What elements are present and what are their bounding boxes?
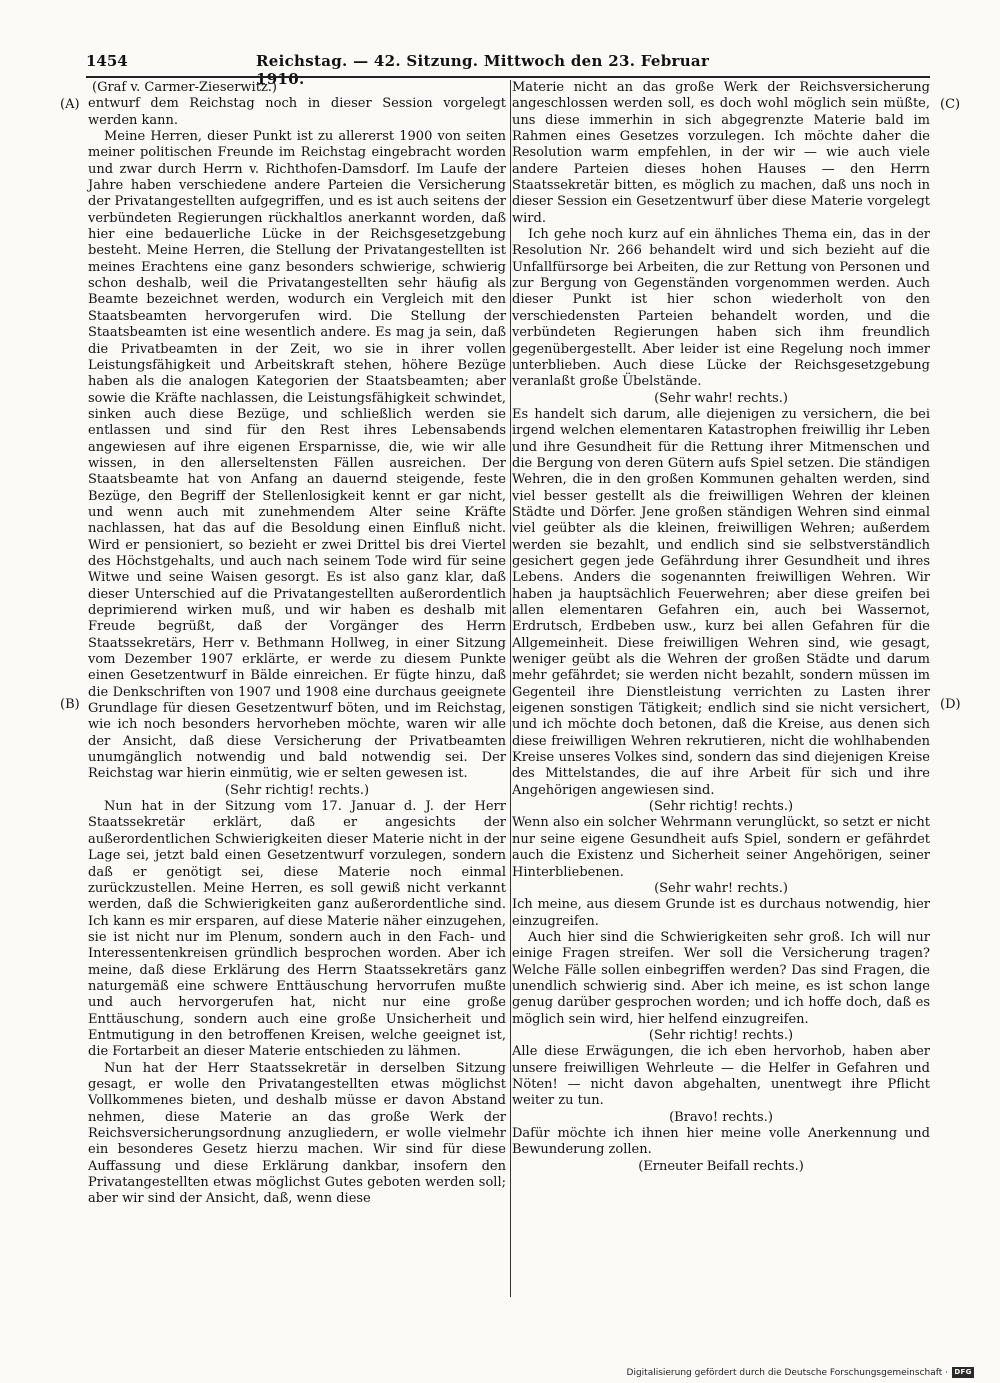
reaction-note: (Sehr richtig! rechts.) <box>648 1027 794 1043</box>
speaker-label: (Graf v. Carmer-Zieserwitz.) <box>92 80 277 95</box>
left-column <box>88 80 506 1208</box>
page-number: 1454 <box>86 52 128 70</box>
paragraph: Alle diese Erwägungen, die ich eben hervorhob, haben aber unsere freiwilligen Wehrleute — die Helfer in Gefahren und Nöten! — nicht davon abgehalten, unentwegt ihre Pflicht weiter zu tun. <box>512 1044 930 1109</box>
reaction-note: (Bravo! rechts.) <box>669 1109 773 1125</box>
column-divider <box>510 80 511 1297</box>
paragraph: Meine Herren, dieser Punkt ist zu allererst 1900 von seiten meiner politischen Freunde im Reichstag eingebracht worden und zwar durch Herrn v. Richthofen-Damsdorf. Im Laufe der Jahre haben verschiedene andere Parteien die Versicherung der Privatangestellten aufgegriffen, und es ist auch seitens der verbündeten Regierungen rückhaltlos anerkannt worden, daß hier eine bedauerliche Lücke in der Reichsgesetzgebung besteht. Meine Herren, die Stellung der Privatangestellten ist meines Erachtens eine ganz besonders schwierige, schwierig schon deshalb, weil die Privatangestellten sehr häufig als Beamte bezeichnet werden, wodurch ein Vergleich mit den Staatsbeamten hervorgerufen wird. Die Stellung der Staatsbeamten ist eine wesentlich andere. Es mag ja sein, daß die Privatbeamten in der Zeit, wo sie in ihrer vollen Leistungsfähigkeit und Arbeitskraft stehen, höhere Bezüge haben als die analogen Kategorien der Staatsbeamten; aber sowie die Kräfte nachlassen, die Leistungsfähigkeit schwindet, sinken auch diese Bezüge, und schließlich werden sie entlassen und sind für den Rest ihres Lebensabends angewiesen auf ihre eigenen Ersparnisse, die, wie wir alle wissen, in den allerseltensten Fällen ausreichen. Der Staatsbeamte hat von Anfang an dauernd steigende, feste Bezüge, den Begriff der Stellenlosigkeit kennt er gar nicht, und wenn auch mit zunehmendem Alter seine Kräfte nachlassen, hat das auf die Besoldung einen Einfluß nicht. Wird er pensioniert, so bezieht er zwei Drittel bis drei Viertel des Höchstgehalts, und auch nach seinem Tode wird für seine Witwe und seine Waisen gesorgt. Es ist also ganz klar, daß dieser Unterschied auf die Privatangestellten außerordentlich deprimierend wirken muß, und wir haben es deshalb mit Freude begrüßt, daß der Vorgänger des Herrn Staatssekretärs, Herr v. Bethmann Hollweg, in einer Sitzung vom Dezember 1907 erklärte, er werde zu diesem Punkte einen Gesetzentwurf in Bälde einreichen. Er fügte hinzu, daß die Denkschriften von 1907 und 1908 eine durchaus geeignete Grundlage für diesen Gesetzentwurf böten, und im Reichstag, wie ich noch besonders hervorheben möchte, waren wir alle der Ansicht, daß diese Versicherung der Privatbeamten unumgänglich notwendig und bald notwendig sei. Der Reichstag war hierin einmütig, wie er selten gewesen ist. <box>88 129 506 782</box>
paragraph: Wenn also ein solcher Wehrmann verunglückt, so setzt er nicht nur seine eigene Gesundheit aufs Spiel, sondern er gefährdet auch die Existenz und Sicherheit seiner Angehörigen, seiner Hinterbliebenen. <box>512 815 930 880</box>
footer-credit-text: Digitalisierung gefördert durch die Deutsche Forschungsgemeinschaft · <box>626 1367 948 1378</box>
reaction-note: (Sehr richtig! rechts.) <box>648 799 794 815</box>
reaction-note: (Sehr richtig! rechts.) <box>224 782 370 798</box>
paragraph: Auch hier sind die Schwierigkeiten sehr groß. Ich will nur einige Fragen streifen. Wer soll die Versicherung tragen? Welche Fälle sollen einbegriffen werden? Das sind Fragen, die unendlich schwierig sind. Aber ich meine, es ist schon lange genug darüber gesprochen worden; und ich hoffe doch, daß es möglich sein wird, hier helfend einzugreifen. <box>512 929 930 1027</box>
paragraph: Ich gehe noch kurz auf ein ähnliches Thema ein, das in der Resolution Nr. 266 behandelt wird und sich bezieht auf die Unfallfürsorge bei Arbeiten, die zur Rettung von Personen und zur Bergung von Gegenständen vorgenommen werden. Auch dieser Punkt ist hier schon wiederholt von den verschiedensten Parteien behandelt worden, und die verbündeten Regierungen haben sich ihm freundlich gegenübergestellt. Aber leider ist eine Regelung noch immer unterblieben. Auch diese Lücke der Reichsgesetzgebung veranlaßt große Übelstände. <box>512 227 930 390</box>
running-title: Reichstag. — 42. Sitzung. Mittwoch den 23. Februar 1910. <box>256 52 710 88</box>
right-column <box>512 80 930 1175</box>
margin-marker-c: (C) <box>940 97 961 112</box>
margin-marker-a: (A) <box>60 97 80 112</box>
paragraph: Ich meine, aus diesem Grunde ist es durchaus notwendig, hier einzugreifen. <box>512 897 930 929</box>
paragraph: Dafür möchte ich ihnen hier meine volle Anerkennung und Bewunderung zollen. <box>512 1126 930 1158</box>
dfg-logo: DFG <box>952 1367 974 1378</box>
reaction-note: (Sehr wahr! rechts.) <box>654 880 788 896</box>
paragraph: entwurf dem Reichstag noch in dieser Session vorgelegt werden kann. <box>88 96 506 128</box>
paragraph: Materie nicht an das große Werk der Reichsversicherung angeschlossen werden soll, es doch wohl möglich sein müßte, uns diese immerhin in sich abgegrenzte Materie bald im Rahmen eines Gesetzes vorzulegen. Ich möchte daher die Resolution warm empfehlen, in der wir — wie auch viele andere Parteien dieses hohen Hauses — den Herrn Staatssekretär bitten, es möglich zu machen, daß uns noch in dieser Session ein Gesetzentwurf über diese Materie vorgelegt wird. <box>512 80 930 226</box>
paragraph: Nun hat der Herr Staatssekretär in derselben Sitzung gesagt, er wolle den Privatangestellten etwas möglichst Vollkommenes bieten, und deshalb müsse er davon Abstand nehmen, diese Materie an das große Werk der Reichsversicherungsordnung anzugliedern, er wolle vielmehr ein besonderes Gesetz hierzu machen. Wir sind für diese Auffassung und diese Erklärung dankbar, insofern den Privatangestellten etwas möglichst Gutes geboten werden soll; aber wir sind der Ansicht, daß, wenn diese <box>88 1060 506 1207</box>
reaction-note: (Erneuter Beifall rechts.) <box>638 1158 804 1174</box>
margin-marker-b: (B) <box>60 697 80 712</box>
header-rule <box>86 76 930 78</box>
paragraph: Es handelt sich darum, alle diejenigen zu versichern, die bei irgend welchen elementaren Katastrophen freiwillig ihr Leben und ihre Gesundheit für die Rettung ihrer Mitmenschen und die Bergung von deren Gütern aufs Spiel setzen. Die ständigen Wehren, die in den großen Kommunen gehalten werden, sind viel besser gestellt als die freiwilligen Wehren der kleinen Städte und Dörfer. Jene großen ständigen Wehren sind einmal viel geübter als die kleinen, freiwilligen Wehren; außerdem werden sie bezahlt, und endlich sind sie selbstverständlich gesichert gegen jede Gefährdung ihrer Gesundheit und ihres Lebens. Anders die sogenannten freiwilligen Wehren. Wir haben ja hauptsächlich Feuerwehren; aber diese greifen bei allen elementaren Gefahren ein, auch bei Wassernot, Erdrutsch, Erdbeben usw., kurz bei allen Gefahren für die Allgemeinheit. Diese freiwilligen Wehren sind, wie gesagt, weniger geübt als die Wehren der großen Städte und darum mehr gefährdet; sie werden nicht bezahlt, sondern müssen im Gegenteil ihre Dienstleistung verrichten zu Lasten ihrer eigenen sonstigen Tätigkeit; endlich sind sie nicht versichert, und ich möchte doch betonen, daß die Kreise, aus denen sich diese freiwilligen Wehren rekrutieren, nicht die wohlhabenden Kreise unseres Volkes sind, sondern das sind diejenigen Kreise des Mittelstandes, die auf ihre Arbeit für sich und ihre Angehörigen angewiesen sind. <box>512 406 930 798</box>
reaction-note: (Sehr wahr! rechts.) <box>654 390 788 406</box>
paragraph: Nun hat in der Sitzung vom 17. Januar d. J. der Herr Staatssekretär erklärt, daß er angesichts der außerordentlichen Schwierigkeiten dieser Materie nicht in der Lage sei, jetzt bald einen Gesetzentwurf vorzulegen, sondern daß er genötigt sei, diese Materie noch einmal zurückzustellen. Meine Herren, es soll gewiß nicht verkannt werden, daß die Schwierigkeiten ganz außerordentliche sind. Ich kann es mir ersparen, auf diese Materie näher einzugehen, sie ist nicht nur im Plenum, sondern auch in den Fach- und Interessentenkreisen gründlich besprochen worden. Aber ich meine, daß diese Erklärung des Herrn Staatssekretärs ganz naturgemäß eine schwere Enttäuschung hervorrufen mußte und auch hervorgerufen hat, nicht nur eine große Enttäuschung, sondern auch eine große Unsicherheit und Entmutigung in den betroffenen Kreisen, welche geeignet ist, die Fortarbeit an dieser Materie entschieden zu lähmen. <box>88 799 506 1060</box>
footer-credit <box>627 1367 974 1378</box>
margin-marker-d: (D) <box>940 697 961 712</box>
